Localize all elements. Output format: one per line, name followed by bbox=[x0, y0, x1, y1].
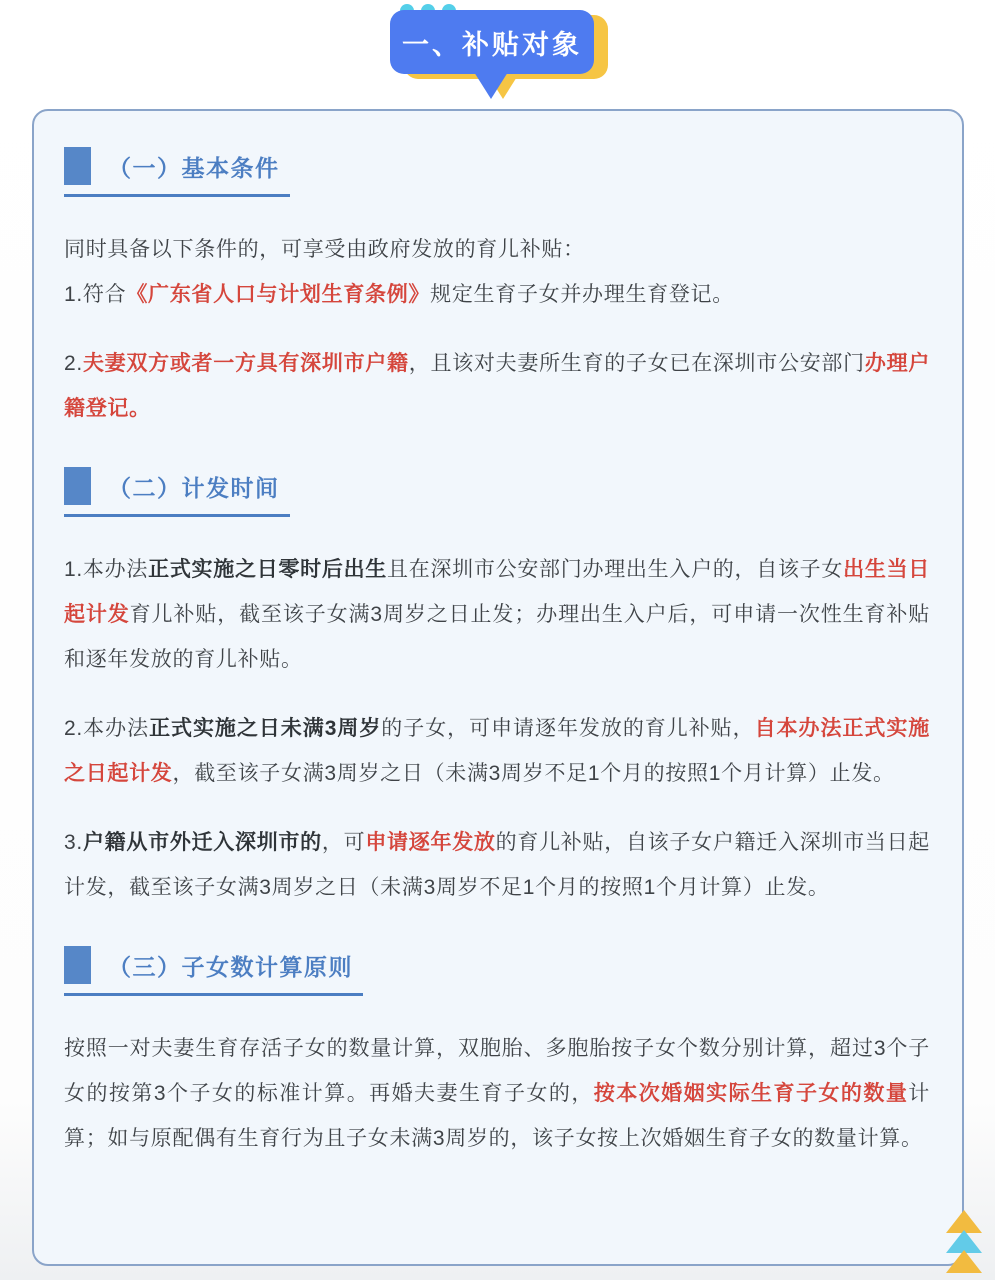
content-card bbox=[32, 109, 964, 1266]
highlight-red-text: 申请逐年发放 bbox=[365, 831, 496, 854]
badge-label: 一、补贴对象 bbox=[402, 29, 582, 60]
body-text: 育儿补贴，截至该子女满3周岁之日止发；办理出生入户后，可申请一次性生育补贴和逐年发放的育儿补贴。 bbox=[64, 603, 930, 671]
highlight-red-text: 自本办法正式实施之日起计发 bbox=[64, 717, 931, 785]
triangle-up-yellow-icon bbox=[946, 1250, 982, 1273]
body-text: 1.符合 bbox=[64, 283, 127, 306]
highlight-red-text: 办理户籍登记。 bbox=[64, 352, 931, 420]
title-badge bbox=[390, 8, 612, 104]
body-text: 计算；如与原配偶有生育行为且子女未满3周岁的，该子女按上次婚姻生育子女的数量计算。 bbox=[64, 1082, 930, 1150]
body-text: 3. bbox=[64, 831, 83, 854]
bold-text: 正式实施之日未满3周岁 bbox=[149, 717, 382, 740]
highlight-red-text: 按本次婚姻实际生育子女的数量 bbox=[593, 1082, 909, 1105]
body-text: 的育儿补贴，自该子女户籍迁入深圳市当日起计发，截至该子女满3周岁之日（未满3周岁不足1个月的按照1个月计算）止发。 bbox=[64, 831, 931, 899]
heading-square-icon bbox=[64, 946, 91, 984]
badge-body bbox=[390, 10, 594, 74]
body-text: 且在深圳市公安部门办理出生入户的，自该子女 bbox=[387, 558, 844, 581]
section-title: （二）计发时间 bbox=[108, 474, 280, 501]
body-text: 按照一对夫妻生育存活子女的数量计算，双胞胎、多胞胎按子女个数分别计算，超过3个子女的按第3个子女的标准计算。再婚夫妻生育子女的， bbox=[64, 1037, 930, 1105]
paragraph bbox=[64, 1026, 930, 1161]
paragraph bbox=[64, 227, 930, 272]
heading-square-icon bbox=[64, 147, 91, 185]
sections-container bbox=[34, 111, 962, 1161]
section-title: （一）基本条件 bbox=[108, 154, 280, 181]
body-text: ，截至该子女满3周岁之日（未满3周岁不足1个月的按照1个月计算）止发。 bbox=[172, 762, 895, 785]
section-title: （三）子女数计算原则 bbox=[108, 953, 353, 980]
paragraph bbox=[64, 547, 930, 682]
section-2 bbox=[64, 467, 930, 910]
bold-text: 户籍从市外迁入深圳市的 bbox=[82, 831, 322, 854]
paragraph bbox=[64, 341, 930, 431]
body-text: 1.本办法 bbox=[64, 558, 149, 581]
section-heading bbox=[64, 147, 290, 197]
section-heading bbox=[64, 467, 290, 517]
section-3 bbox=[64, 946, 930, 1161]
paragraph bbox=[64, 820, 930, 910]
highlight-red-text: 夫妻双方或者一方具有深圳市户籍 bbox=[82, 352, 409, 375]
heading-square-icon bbox=[64, 467, 91, 505]
paragraph bbox=[64, 706, 930, 796]
section-1 bbox=[64, 147, 930, 431]
body-text: 的子女，可申请逐年发放的育儿补贴， bbox=[381, 717, 755, 740]
body-text: ，可 bbox=[321, 831, 366, 854]
section-heading bbox=[64, 946, 363, 996]
body-text: ，且该对夫妻所生育的子女已在深圳市公安部门 bbox=[408, 352, 865, 375]
body-text: 2. bbox=[64, 352, 83, 375]
bold-text: 正式实施之日零时后出生 bbox=[148, 558, 388, 581]
speech-tail-icon bbox=[474, 72, 508, 99]
body-text: 规定生育子女并办理生育登记。 bbox=[430, 283, 734, 306]
paragraph bbox=[64, 272, 930, 317]
highlight-red-text: 出生当日起计发 bbox=[64, 558, 930, 626]
highlight-red-text: 《广东省人口与计划生育条例》 bbox=[126, 283, 431, 306]
body-text: 2.本办法 bbox=[64, 717, 150, 740]
body-text: 同时具备以下条件的，可享受由政府发放的育儿补贴： bbox=[64, 238, 585, 261]
